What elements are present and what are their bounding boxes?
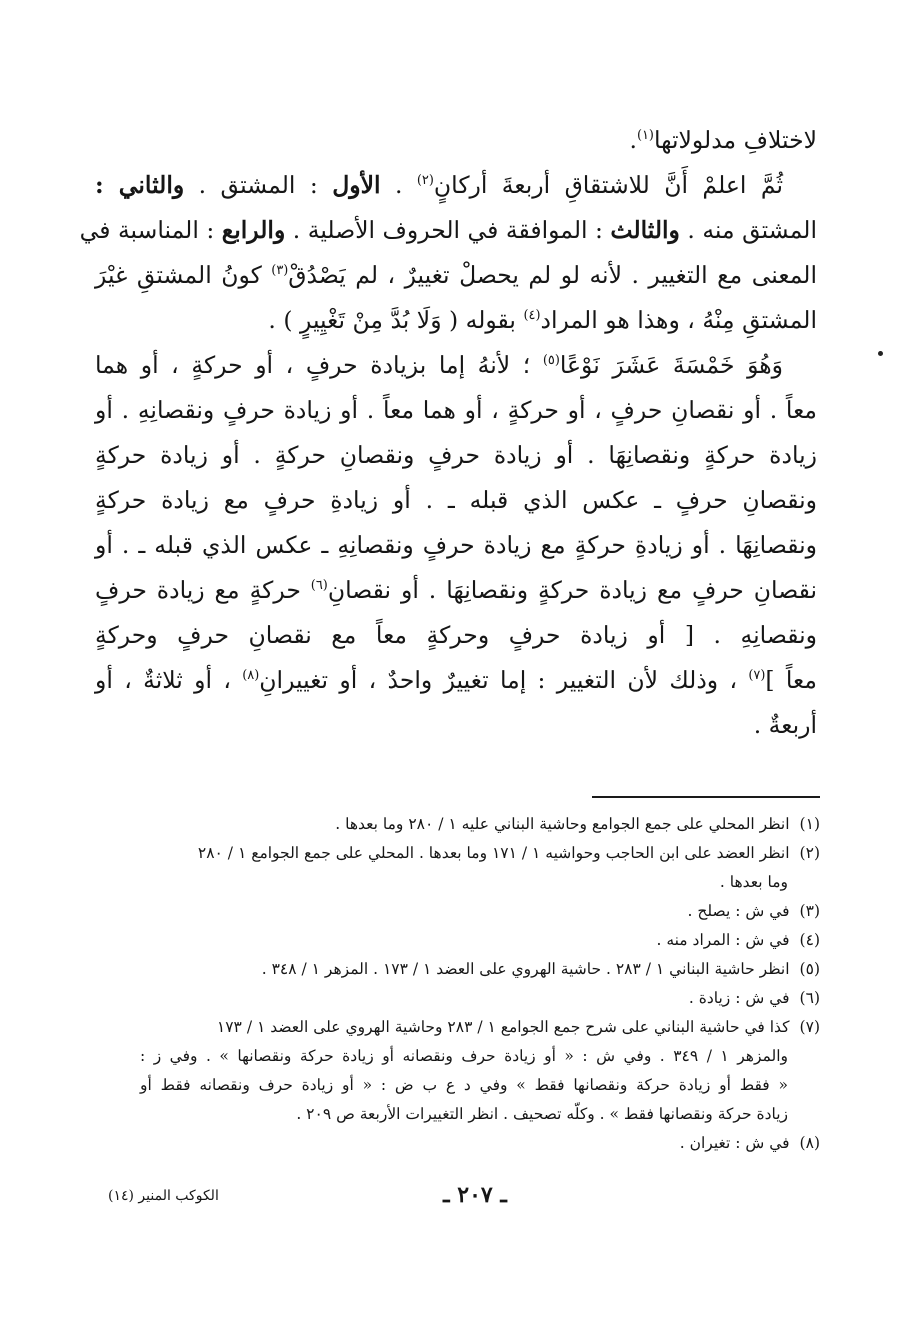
text-line: ونقصانِ حرفٍ ـ عكس الذي قبله ـ . أو زيادةِ حرفٍ مع زيادة حركةٍ xyxy=(95,486,817,514)
text-line: المشتق منه . والثالث : الموافقة في الحروف الأصلية . والرابع : المناسبة في xyxy=(79,216,817,244)
text-line: لاختلافِ مدلولاتها$^{(١)}$. xyxy=(629,126,817,154)
text-line: نقصانِ حرفٍ مع زيادة حركةٍ ونقصانِهَا . أو نقصانِ$^{(٦)}$ حركةٍ مع زيادة حرفٍ xyxy=(95,576,817,604)
margin-mark xyxy=(878,351,883,356)
text-line: معاً ]$^{(٧)}$ ، وذلك لأن التغيير : إما تغييرٌ واحدٌ ، أو تغييرانِ$^{(٨)}$ ، أو ثلاثةٌ ، أو xyxy=(95,666,817,694)
footnote-continuation: « فقط أو زيادة حركة ونقصانها فقط » وفي د ع ب ض : « أو زيادة حرف ونقصانه فقط أو xyxy=(140,1076,788,1094)
footnote: (١)انظر المحلي على جمع الجوامع وحاشية البناني عليه ١ / ٢٨٠ وما بعدها . xyxy=(335,815,820,833)
footnote: (٨)في ش : تغيران . xyxy=(679,1134,820,1152)
text-line: المعنى مع التغيير . لأنه لو لم يحصلْ تغييرٌ ، لم يَصْدُقْ$^{(٣)}$ كونُ المشتقِ غيْرَ xyxy=(95,261,817,289)
footnote: (٤)في ش : المراد منه . xyxy=(656,931,820,949)
footnote-continuation: والمزهر ١ / ٣٤٩ . وفي ش : « أو زيادة حرف ونقصانه أو زيادة حركة ونقصانها » . وفي ز : xyxy=(140,1047,788,1065)
footnote-continuation: وما بعدها . xyxy=(719,873,788,891)
text-line: زيادة حركةٍ ونقصانِهَا . أو زيادة حرفٍ ونقصانِ حركةٍ . أو زيادة حركةٍ xyxy=(95,441,817,469)
text-line: ثُمَّ اعلمْ أَنَّ للاشتقاقِ أربعةَ أركانٍ$^{(٢)}$ . الأول : المشتق . والثاني : xyxy=(95,171,783,199)
text-line: وَهُوَ خَمْسَةَ عَشَرَ نَوْعًا$^{(٥)}$ ؛ لأنهُ إما بزيادة حرفٍ ، أو حركةٍ ، أو هما xyxy=(95,351,783,379)
page-footer xyxy=(0,1182,919,1212)
footnote: (٣)في ش : يصلح . xyxy=(687,902,820,920)
footnote: (٥)انظر حاشية البناني ١ / ٢٨٣ . حاشية الهروي على العضد ١ / ١٧٣ . المزهر ١ / ٣٤٨ . xyxy=(261,960,820,978)
text-line: ونقصانِهَا . أو زيادةِ حركةٍ مع زيادة حرفٍ ونقصانِهِ ـ عكس الذي قبله ـ . أو xyxy=(95,531,817,559)
page-number: ـ ٢٠٧ ـ xyxy=(443,1182,507,1208)
text-line: المشتقِ مِنْهُ ، وهذا هو المراد$^{(٤)}$ بقوله ( وَلَا بُدَّ مِنْ تَغْيِيرٍ ) . xyxy=(268,306,817,334)
footnote: (٢)انظر العضد على ابن الحاجب وحواشيه ١ / ١٧١ وما بعدها . المحلي على جمع الجوامع ١ / ٢٨٠ xyxy=(197,844,820,862)
text-line: ونقصانِهِ . [ أو زيادة حرفٍ وحركةٍ معاً مع نقصانِ حرفٍ وحركةٍ xyxy=(95,621,817,649)
main-text-block xyxy=(79,118,817,748)
footnotes xyxy=(140,810,820,1158)
footnote-separator xyxy=(592,796,820,798)
text-line: أربعةٌ . xyxy=(753,711,817,739)
text-line: معاً . أو نقصانِ حرفٍ ، أو حركةٍ ، أو هما معاً . أو زيادة حرفٍ ونقصانِهِ . أو xyxy=(95,396,817,424)
footnote: (٧)كذا في حاشية البناني على شرح جمع الجوامع ١ / ٢٨٣ وحاشية الهروي على العضد ١ / ١٧٣ xyxy=(216,1018,820,1036)
footnote: (٦)في ش : زيادة . xyxy=(688,989,820,1007)
book-title: الكوكب المنير (١٤) xyxy=(108,1188,219,1204)
footnote-continuation: زيادة حركة ونقصانها فقط » . وكلّه تصحيف . انظر التغييرات الأربعة ص ٢٠٩ . xyxy=(296,1105,788,1123)
